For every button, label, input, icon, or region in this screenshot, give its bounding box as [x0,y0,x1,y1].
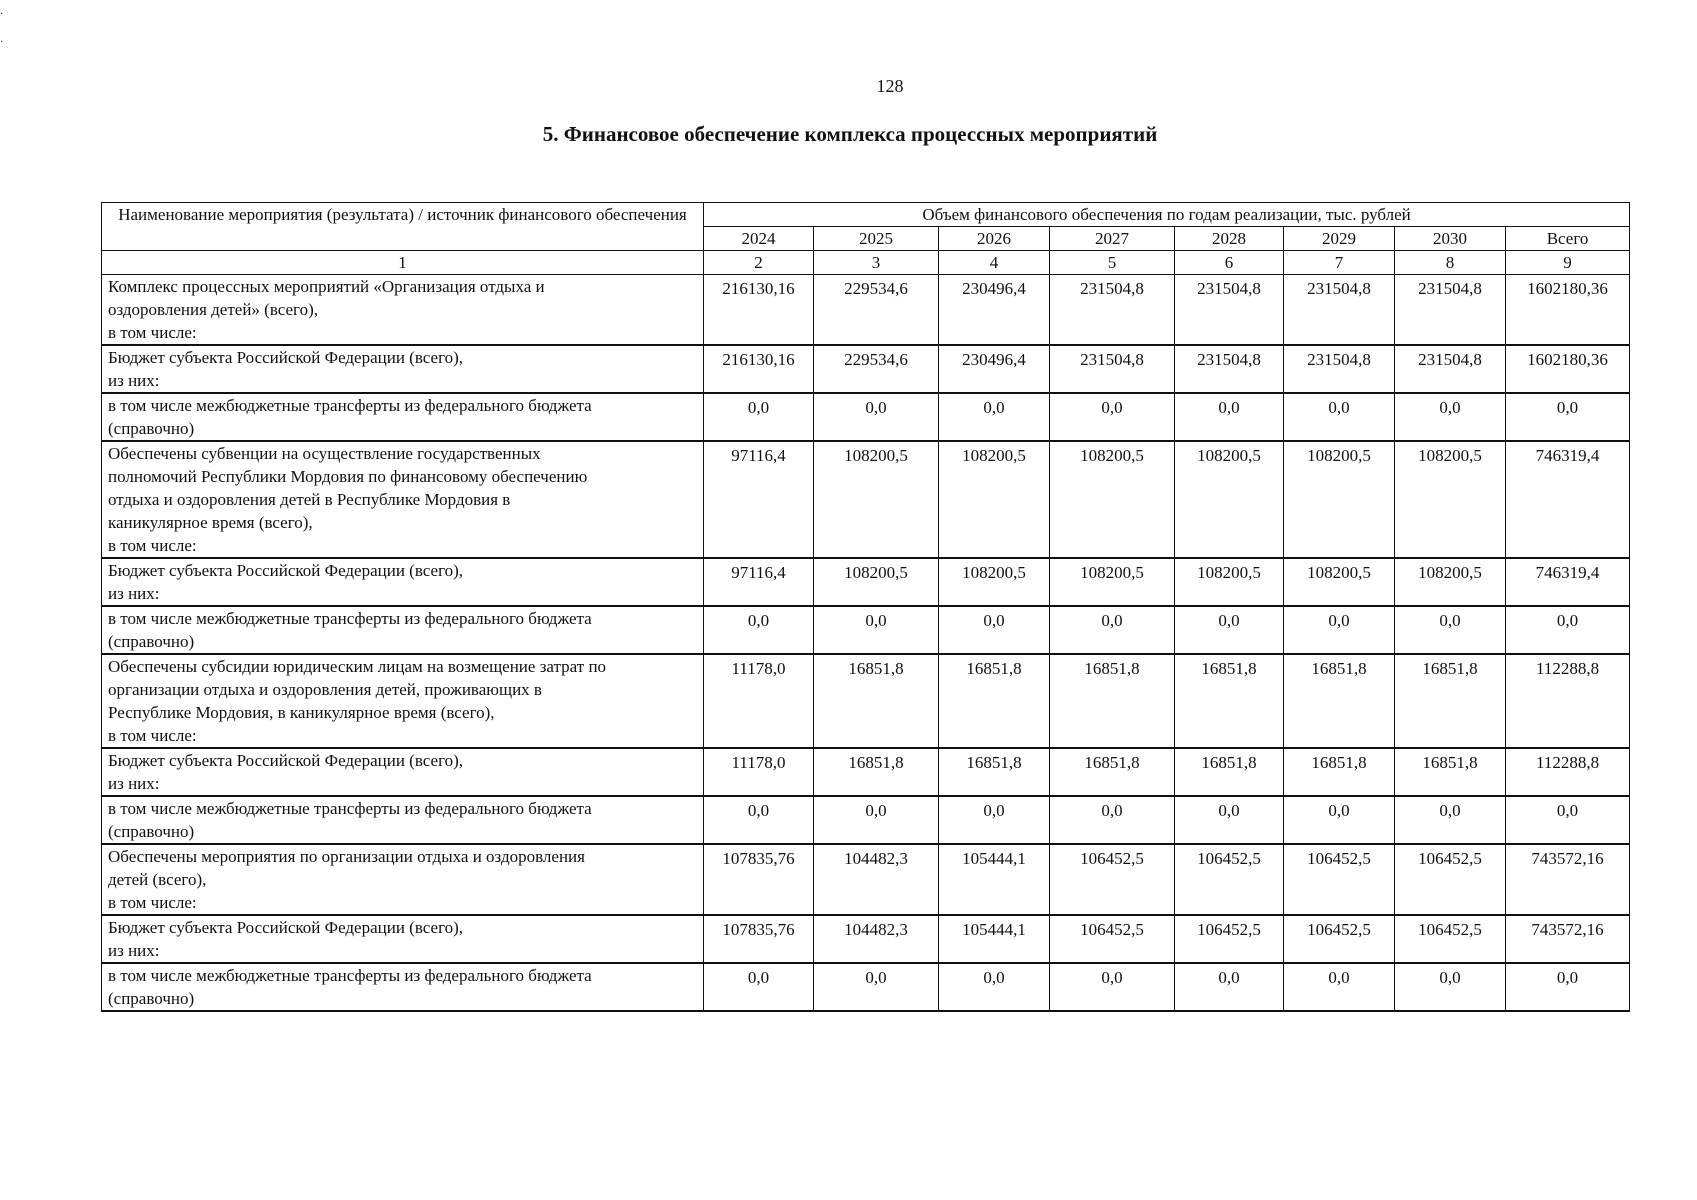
row-name-line: из них: [108,774,160,793]
row-value-cell: 0,0 [1050,963,1175,1011]
row-name-cell [102,345,704,393]
row-name-line: в том числе межбюджетные трансферты из федерального бюджета [108,396,592,415]
row-total-cell: 1602180,36 [1506,345,1630,393]
financing-table [101,202,1630,1012]
row-name-line: Обеспечены субвенции на осуществление государственных [108,444,541,463]
row-name-line: (справочно) [108,632,195,651]
header-row-column-numbers [102,251,1630,275]
row-value-cell: 16851,8 [1395,654,1506,748]
table-row [102,558,1630,606]
row-value-cell: 106452,5 [1050,915,1175,963]
row-value-cell: 106452,5 [1284,915,1395,963]
row-value-cell: 16851,8 [939,748,1050,796]
table-row [102,963,1630,1011]
row-value-cell: 108200,5 [1395,441,1506,558]
page-title: 5. Финансовое обеспечение комплекса процессных мероприятий [542,122,1158,146]
row-value-cell: 97116,4 [704,558,814,606]
row-value-cell: 108200,5 [939,441,1050,558]
column-number: 6 [1175,251,1284,275]
row-value-cell: 11178,0 [704,748,814,796]
row-name-line: Обеспечены мероприятия по организации отдыха и оздоровления [108,847,585,866]
row-value-cell: 0,0 [1050,606,1175,654]
scan-edge-marks: · · [0,9,4,48]
row-value-cell: 216130,16 [704,275,814,346]
row-name-line: в том числе: [108,893,197,912]
row-name-line: в том числе межбюджетные трансферты из федерального бюджета [108,799,592,818]
table-row [102,654,1630,748]
row-name-cell [102,393,704,441]
row-value-cell: 231504,8 [1050,345,1175,393]
row-value-cell: 105444,1 [939,915,1050,963]
row-value-cell: 108200,5 [1050,558,1175,606]
row-name-line: Бюджет субъекта Российской Федерации (всего), [108,348,464,367]
row-name-line: в том числе: [108,323,197,342]
row-value-cell: 108200,5 [814,441,939,558]
row-value-cell: 16851,8 [1050,748,1175,796]
row-value-cell: 108200,5 [1175,558,1284,606]
row-total-cell: 746319,4 [1506,441,1630,558]
row-value-cell: 231504,8 [1175,275,1284,346]
table-row [102,796,1630,844]
row-total-cell: 743572,16 [1506,844,1630,915]
header-year: 2030 [1395,227,1506,251]
row-name-line: Бюджет субъекта Российской Федерации (всего), [108,918,464,937]
row-value-cell: 16851,8 [1175,748,1284,796]
row-total-cell: 743572,16 [1506,915,1630,963]
header-volume-group: Объем финансового обеспечения по годам реализации, тыс. рублей [704,203,1630,227]
row-value-cell: 0,0 [1050,393,1175,441]
row-name-line: (справочно) [108,989,195,1008]
row-name-line: Обеспечены субсидии юридическим лицам на возмещение затрат по [108,657,607,676]
row-value-cell: 0,0 [1395,606,1506,654]
row-value-cell: 16851,8 [814,654,939,748]
row-value-cell: 230496,4 [939,345,1050,393]
row-value-cell: 106452,5 [1050,844,1175,915]
row-value-cell: 0,0 [814,606,939,654]
table-row [102,393,1630,441]
row-name-line: Республике Мордовия, в каникулярное время (всего), [108,703,495,722]
row-value-cell: 108200,5 [1175,441,1284,558]
row-value-cell: 104482,3 [814,915,939,963]
row-value-cell: 16851,8 [1284,748,1395,796]
row-value-cell: 216130,16 [704,345,814,393]
row-name-line: (справочно) [108,822,195,841]
page-number: 128 [876,76,904,96]
row-value-cell: 106452,5 [1395,915,1506,963]
row-name-cell [102,915,704,963]
column-number: 1 [102,251,704,275]
column-number: 7 [1284,251,1395,275]
table-row [102,915,1630,963]
column-number: 8 [1395,251,1506,275]
row-name-cell [102,963,704,1011]
header-year: 2024 [704,227,814,251]
row-value-cell: 229534,6 [814,275,939,346]
header-year: 2029 [1284,227,1395,251]
row-total-cell: 0,0 [1506,393,1630,441]
row-name-cell [102,275,704,346]
row-value-cell: 106452,5 [1284,844,1395,915]
row-value-cell: 0,0 [1175,393,1284,441]
table-row [102,275,1630,346]
row-value-cell: 16851,8 [814,748,939,796]
header-year: 2028 [1175,227,1284,251]
header-total: Всего [1506,227,1630,251]
header-row-group [102,203,1630,227]
row-value-cell: 108200,5 [1284,441,1395,558]
header-year: 2025 [814,227,939,251]
row-value-cell: 108200,5 [814,558,939,606]
row-name-cell [102,844,704,915]
row-value-cell: 16851,8 [1395,748,1506,796]
header-year: 2027 [1050,227,1175,251]
row-value-cell: 104482,3 [814,844,939,915]
row-value-cell: 107835,76 [704,844,814,915]
row-value-cell: 0,0 [1395,963,1506,1011]
row-total-cell: 0,0 [1506,796,1630,844]
table-row [102,441,1630,558]
row-name-line: отдыха и оздоровления детей в Республике Мордовия в [108,490,511,509]
row-name-line: каникулярное время (всего), [108,513,313,532]
row-value-cell: 231504,8 [1395,275,1506,346]
row-value-cell: 231504,8 [1284,345,1395,393]
row-value-cell: 0,0 [814,963,939,1011]
row-value-cell: 231504,8 [1050,275,1175,346]
row-value-cell: 16851,8 [939,654,1050,748]
row-name-line: в том числе: [108,536,197,555]
row-value-cell: 0,0 [1284,963,1395,1011]
column-number: 4 [939,251,1050,275]
row-name-line: Бюджет субъекта Российской Федерации (всего), [108,561,464,580]
row-name-cell [102,748,704,796]
row-value-cell: 11178,0 [704,654,814,748]
table-row [102,606,1630,654]
row-name-cell [102,606,704,654]
row-value-cell: 0,0 [1175,606,1284,654]
row-value-cell: 106452,5 [1175,844,1284,915]
row-value-cell: 0,0 [1395,393,1506,441]
row-value-cell: 106452,5 [1395,844,1506,915]
row-name-cell [102,558,704,606]
table-row [102,748,1630,796]
row-total-cell: 1602180,36 [1506,275,1630,346]
row-name-line: в том числе: [108,726,197,745]
row-value-cell: 0,0 [939,393,1050,441]
row-value-cell: 108200,5 [1050,441,1175,558]
row-value-cell: 0,0 [939,796,1050,844]
row-total-cell: 112288,8 [1506,654,1630,748]
row-value-cell: 106452,5 [1175,915,1284,963]
row-value-cell: 229534,6 [814,345,939,393]
row-name-line: организации отдыха и оздоровления детей, проживающих в [108,680,542,699]
row-name-line: детей (всего), [108,870,207,889]
row-name-line: полномочий Республики Мордовия по финансовому обеспечению [108,467,588,486]
row-value-cell: 231504,8 [1395,345,1506,393]
row-value-cell: 16851,8 [1050,654,1175,748]
row-value-cell: 97116,4 [704,441,814,558]
header-name-column: Наименование мероприятия (результата) / источник финансового обеспечения [102,203,704,251]
row-name-line: из них: [108,941,160,960]
row-value-cell: 230496,4 [939,275,1050,346]
row-value-cell: 0,0 [704,606,814,654]
row-total-cell: 0,0 [1506,606,1630,654]
row-name-line: в том числе межбюджетные трансферты из федерального бюджета [108,609,592,628]
row-value-cell: 108200,5 [1284,558,1395,606]
row-name-line: Бюджет субъекта Российской Федерации (всего), [108,751,464,770]
row-value-cell: 0,0 [1175,796,1284,844]
column-number: 3 [814,251,939,275]
row-value-cell: 0,0 [814,796,939,844]
row-value-cell: 0,0 [939,606,1050,654]
row-value-cell: 0,0 [1395,796,1506,844]
row-name-cell [102,796,704,844]
row-value-cell: 0,0 [814,393,939,441]
row-name-cell [102,441,704,558]
row-value-cell: 105444,1 [939,844,1050,915]
row-name-cell [102,654,704,748]
row-value-cell: 0,0 [1284,393,1395,441]
table-row [102,345,1630,393]
row-value-cell: 231504,8 [1175,345,1284,393]
row-name-line: в том числе межбюджетные трансферты из федерального бюджета [108,966,592,985]
row-total-cell: 746319,4 [1506,558,1630,606]
row-value-cell: 16851,8 [1284,654,1395,748]
row-value-cell: 0,0 [1050,796,1175,844]
row-value-cell: 0,0 [704,963,814,1011]
row-value-cell: 0,0 [1175,963,1284,1011]
row-name-line: из них: [108,584,160,603]
row-total-cell: 112288,8 [1506,748,1630,796]
row-value-cell: 108200,5 [1395,558,1506,606]
row-value-cell: 107835,76 [704,915,814,963]
column-number: 9 [1506,251,1630,275]
row-value-cell: 0,0 [1284,796,1395,844]
row-value-cell: 0,0 [704,393,814,441]
row-name-line: из них: [108,371,160,390]
row-value-cell: 0,0 [704,796,814,844]
header-year: 2026 [939,227,1050,251]
row-total-cell: 0,0 [1506,963,1630,1011]
row-name-line: Комплекс процессных мероприятий «Организация отдыха и [108,277,545,296]
column-number: 5 [1050,251,1175,275]
row-name-line: (справочно) [108,419,195,438]
row-value-cell: 0,0 [939,963,1050,1011]
row-value-cell: 0,0 [1284,606,1395,654]
table-row [102,844,1630,915]
column-number: 2 [704,251,814,275]
row-value-cell: 231504,8 [1284,275,1395,346]
row-value-cell: 108200,5 [939,558,1050,606]
row-name-line: оздоровления детей» (всего), [108,300,319,319]
row-value-cell: 16851,8 [1175,654,1284,748]
